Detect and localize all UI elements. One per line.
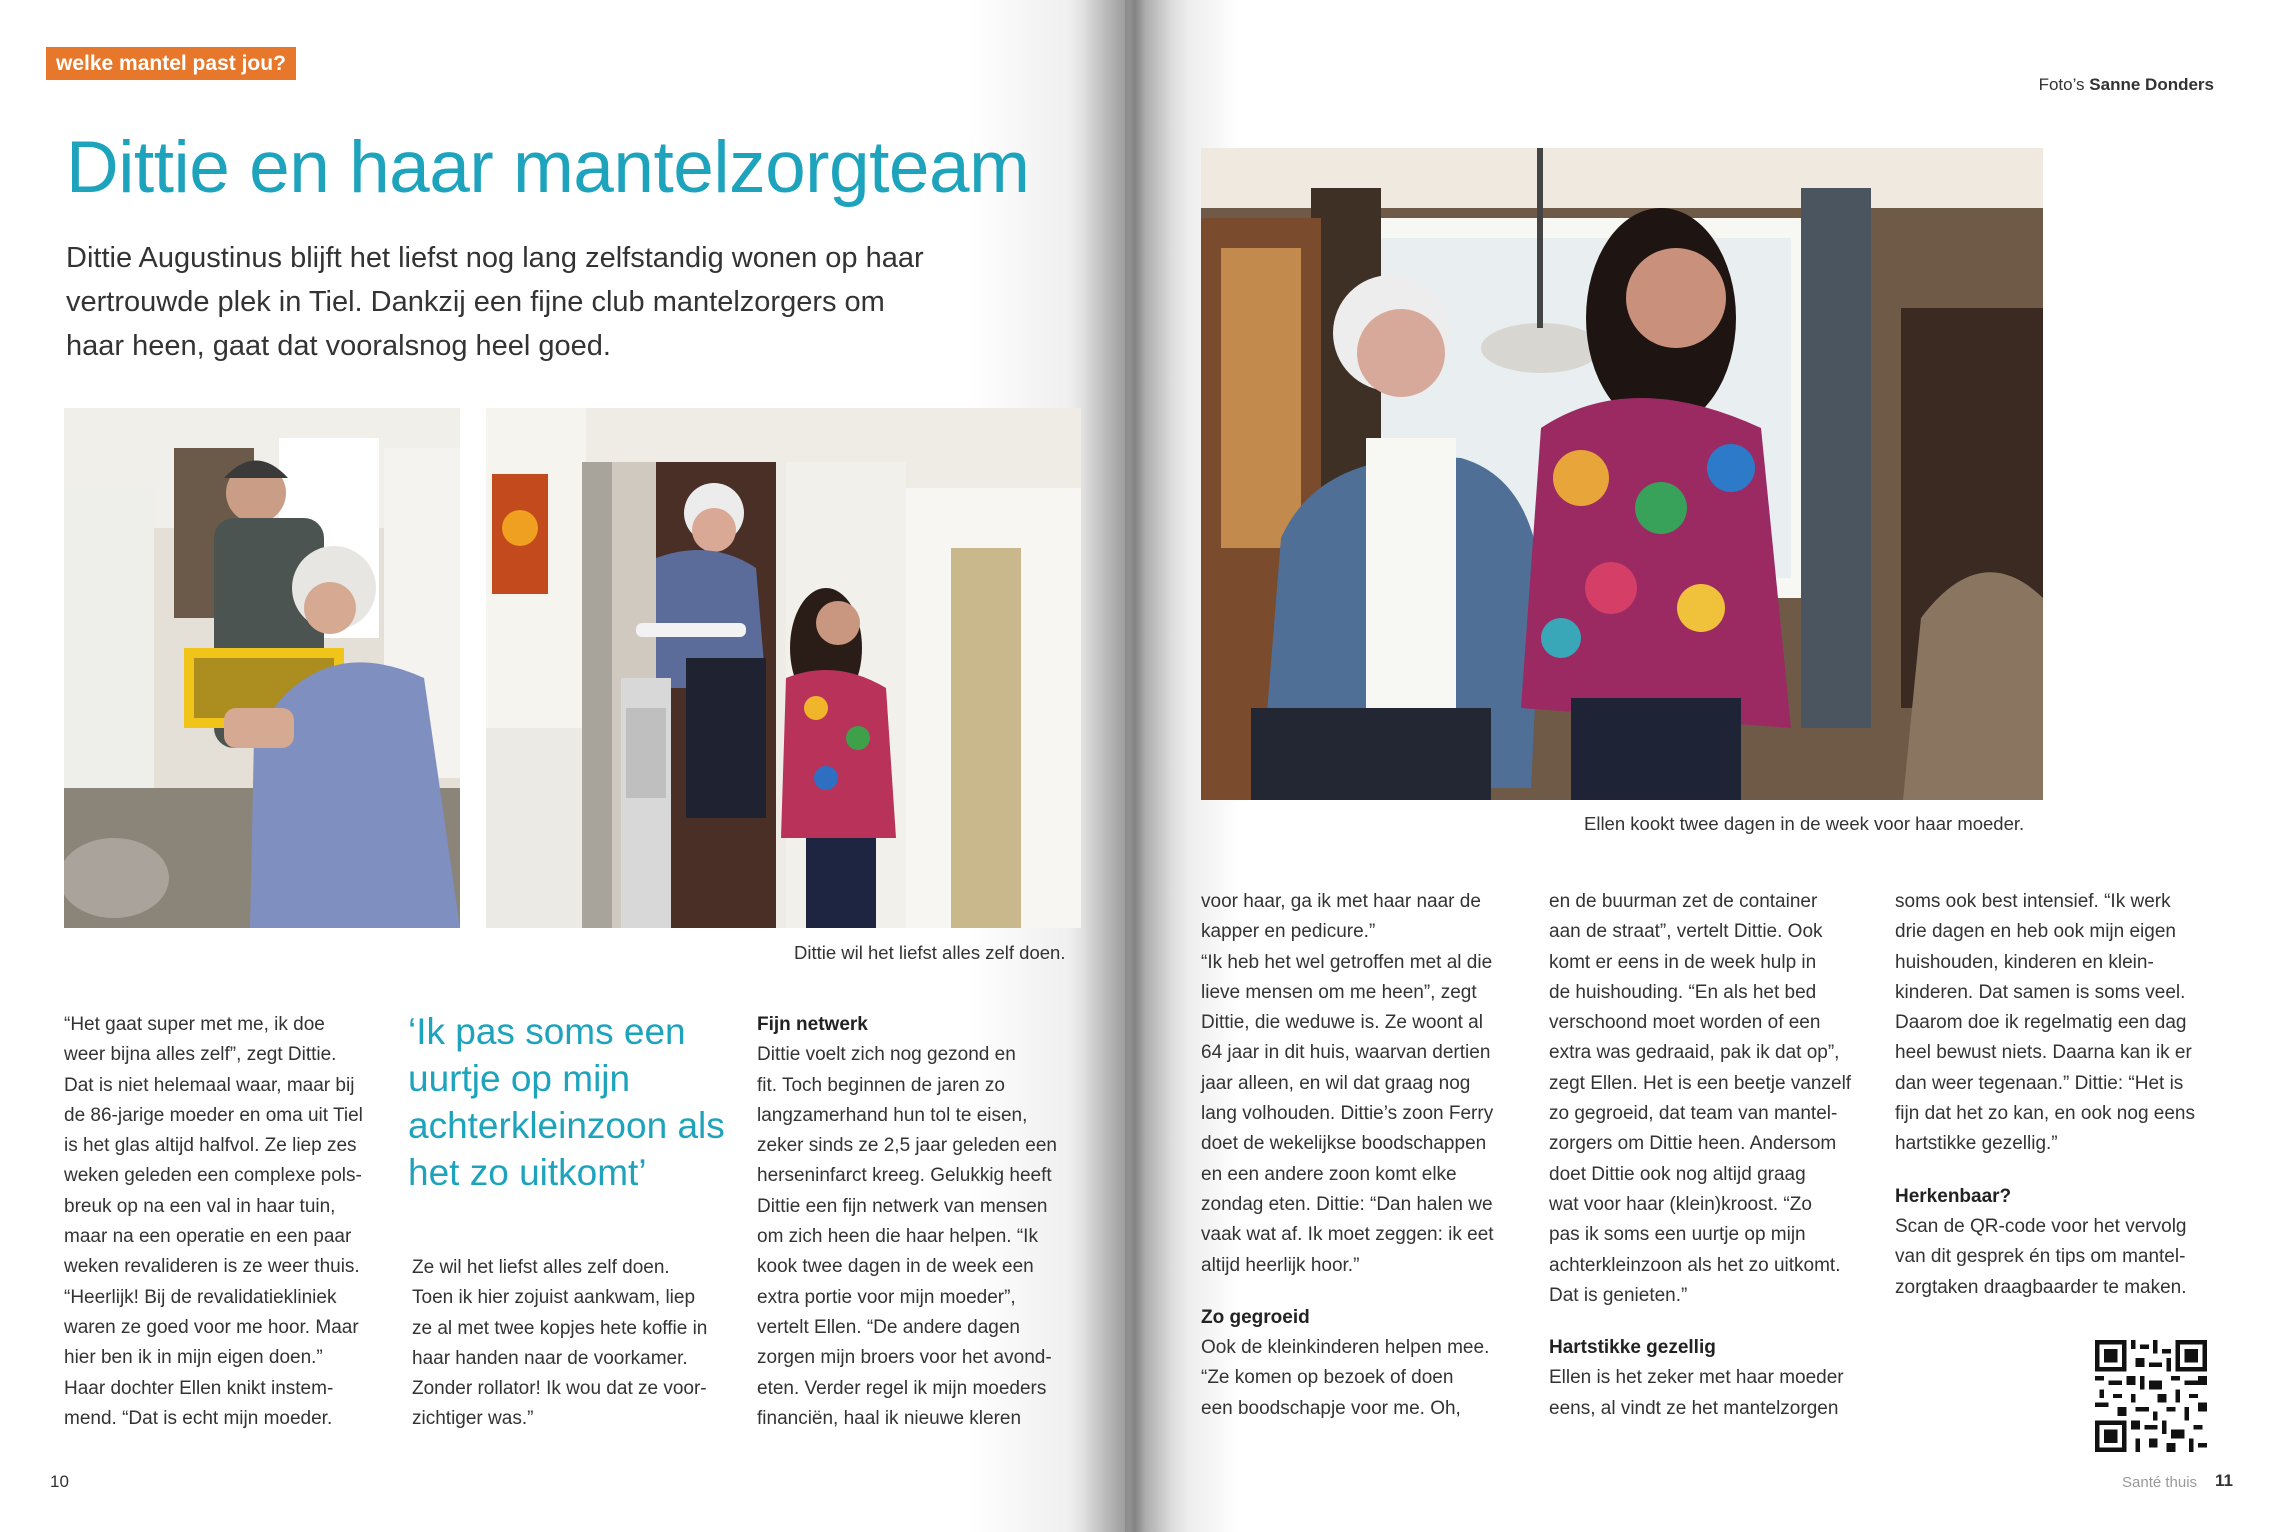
text-line: zichtiger was.” [412,1408,534,1430]
text-line: ze al met twee kopjes hete koffie in [412,1317,708,1339]
text-line: de huishouding. “En als het bed [1549,981,1817,1003]
photo-credit [2039,75,2214,95]
article-title: Dittie en haar mantelzorgteam [66,127,1030,208]
text-line: kinderen. Dat samen is soms veel. [1895,981,2186,1003]
text-line: lieve mensen om me heen”, zegt [1201,981,1477,1003]
subheading-fijn-netwerk: Fijn netwerk [757,1014,868,1035]
text-line: breuk op na een val in haar tuin, [64,1195,336,1217]
column-4 [1201,887,1541,1424]
text-line: Dittie voelt zich nog gezond en [757,1044,1016,1066]
text-line: financiën, haal ik nieuwe kleren [757,1407,1022,1429]
subheading-hartstikke-gezellig: Hartstikke gezellig [1549,1337,1716,1359]
photo-stairlift [486,408,1081,928]
text-line: maar na een operatie en een paar [64,1226,352,1248]
text-line: de 86-jarige moeder en oma uit Tiel [64,1104,363,1126]
text-line: Zonder rollator! Ik wou dat ze voor- [412,1378,707,1400]
text-line: jaar alleen, en wil dat graag nog [1201,1072,1471,1094]
text-line: en een andere zoon komt elke [1201,1163,1457,1185]
text-line: zorgtaken draagbaarder te maken. [1895,1276,2187,1298]
text-line: Ze wil het liefst alles zelf doen. [412,1257,670,1278]
photo-living-room [1201,148,2043,800]
photo-caption-left: Dittie wil het liefst alles zelf doen. [794,942,1066,963]
text-line: zegt Ellen. Het is een beetje vanzelf [1549,1072,1852,1094]
text-line: huishouden, kinderen en klein- [1895,951,2154,973]
column-5 [1549,887,1889,1424]
text-line: kapper en pedicure.” [1201,921,1376,943]
page-number-left: 10 [50,1472,69,1491]
text-line: Haar dochter Ellen knikt instem- [64,1377,334,1399]
text-line: langzamerhand hun tol te eisen, [757,1104,1028,1126]
text-line: “Ik heb het wel getroffen met al die [1201,951,1493,973]
text-line: Ellen is het zeker met haar moeder [1549,1367,1844,1389]
text-line: verschoond moet worden of een [1549,1012,1821,1034]
text-line: extra portie voor mijn moeder”, [757,1286,1016,1308]
text-line: wat voor haar (klein)kroost. “Zo [1549,1193,1812,1215]
text-line: Dat is niet helemaal waar, maar bij [64,1074,355,1096]
text-line: zo gegroeid, dat team van mantel- [1549,1103,1838,1125]
text-line: dan weer tegenaan.” Dittie: “Het is [1895,1072,2184,1094]
text-line: eens, al vindt ze het mantelzorgen [1549,1397,1839,1419]
text-line: Dittie, die weduwe is. Ze woont al [1201,1012,1483,1034]
text-line: fit. Toch beginnen de jaren zo [757,1074,1005,1096]
text-line: vertelt Ellen. “De andere dagen [757,1316,1020,1338]
text-line: doet Dittie ook nog altijd graag [1549,1163,1806,1185]
text-line: doet de wekelijkse boodschappen [1201,1133,1487,1155]
text-line: 64 jaar in dit huis, waarvan dertien [1201,1042,1491,1064]
text-line: Daarom doe ik regelmatig een dag [1895,1012,2187,1034]
right-page [1125,0,2280,1532]
photo-kitchen [64,408,460,928]
text-line: “Het gaat super met me, ik doe [64,1014,325,1035]
text-line: lang volhouden. Dittie’s zoon Ferry [1201,1103,1494,1125]
left-page [0,0,1125,1532]
text-line: pas ik soms een uurtje op mijn [1549,1224,1806,1246]
text-line: haar handen naar de voorkamer. [412,1347,688,1369]
credit-prefix: Foto’s [2038,75,2085,94]
subheading-herkenbaar: Herkenbaar? [1895,1185,2012,1207]
text-line: aan de straat”, vertelt Dittie. Ook [1549,921,1823,943]
text-line: Dat is genieten.” [1549,1284,1688,1306]
text-line: Dittie een fijn netwerk van mensen [757,1195,1048,1217]
pull-quote: ‘Ik pas soms een uurtje op mijn achterkleinzoon als het zo uitkomt’ [408,1011,725,1193]
text-line: voor haar, ga ik met haar naar de [1201,891,1481,912]
magazine-name: Santé thuis [2122,1474,2198,1491]
text-line: fijn dat het zo kan, en ook nog eens [1895,1103,2195,1125]
text-line: soms ook best intensief. “Ik werk [1895,891,2171,912]
photo-caption-right: Ellen kookt twee dagen in de week voor haar moeder. [1584,813,2025,834]
text-line: van dit gesprek én tips om mantel- [1895,1246,2186,1268]
section-tag: welke mantel past jou? [46,47,296,80]
text-line: extra was gedraaid, pak ik dat op”, [1549,1042,1840,1064]
text-line: Ook de kleinkinderen helpen mee. [1201,1337,1490,1359]
text-line: altijd heerlijk hoor.” [1201,1254,1360,1276]
text-line: hier ben ik in mijn eigen doen.” [64,1347,323,1369]
article-lead: Dittie Augustinus blijft het liefst nog lang zelfstandig wonen op haar vertrouwde plek in Tiel. Dankzij een fijne club mantelzorgers om haar heen, gaat dat vooralsnog heel goed. [66,242,924,362]
text-line: heel bewust niets. Daarna kan ik er [1895,1042,2192,1064]
column-2 [412,1253,752,1435]
text-line: eten. Verder regel ik mijn moeders [757,1377,1047,1399]
column-3 [757,1010,1087,1434]
text-line: herseninfarct kreeg. Gelukkig heeft [757,1165,1052,1187]
text-line: zorgers om Dittie heen. Andersom [1549,1133,1837,1155]
text-line: komt er eens in de week hulp in [1549,951,1817,973]
page-number-right: 11 [2215,1471,2233,1490]
text-line: kook twee dagen in de week een [757,1256,1034,1278]
text-line: weer bijna alles zelf”, zegt Dittie. [64,1044,337,1066]
text-line: achterkleinzoon als het zo uitkomt. [1549,1254,1841,1276]
column-1 [64,1010,404,1434]
text-line: weken geleden een complexe pols- [64,1165,362,1187]
text-line: vaak wat af. Ik moet zeggen: ik eet [1201,1224,1494,1246]
qr-code[interactable] [2095,1340,2207,1452]
subheading-zo-gegroeid: Zo gegroeid [1201,1306,1310,1328]
column-6 [1895,887,2240,1303]
text-line: waren ze goed voor me hoor. Maar [64,1316,359,1338]
text-line: zeker sinds ze 2,5 jaar geleden een [757,1135,1057,1157]
text-line: mend. “Dat is echt mijn moeder. [64,1407,333,1429]
text-line: Scan de QR-code voor het vervolg [1895,1215,2187,1237]
text-line: Toen ik hier zojuist aankwam, liep [412,1287,696,1309]
text-line: “Ze komen op bezoek of doen [1201,1367,1454,1389]
credit-name: Sanne Donders [2089,75,2214,94]
text-line: zorgen mijn broers voor het avond- [757,1347,1052,1369]
text-line: een boodschapje voor me. Oh, [1201,1397,1461,1419]
text-line: om zich heen die haar helpen. “Ik [757,1226,1038,1248]
text-line: hartstikke gezellig.” [1895,1133,2058,1155]
text-line: drie dagen en heb ook mijn eigen [1895,921,2176,943]
text-line: weken revalideren is ze weer thuis. [64,1256,360,1278]
text-line: is het glas altijd halfvol. Ze liep zes [64,1135,357,1157]
text-line: “Heerlijk! Bij de revalidatiekliniek [64,1286,337,1308]
text-line: zondag eten. Dittie: “Dan halen we [1201,1193,1493,1215]
text-line: en de buurman zet de container [1549,891,1818,912]
